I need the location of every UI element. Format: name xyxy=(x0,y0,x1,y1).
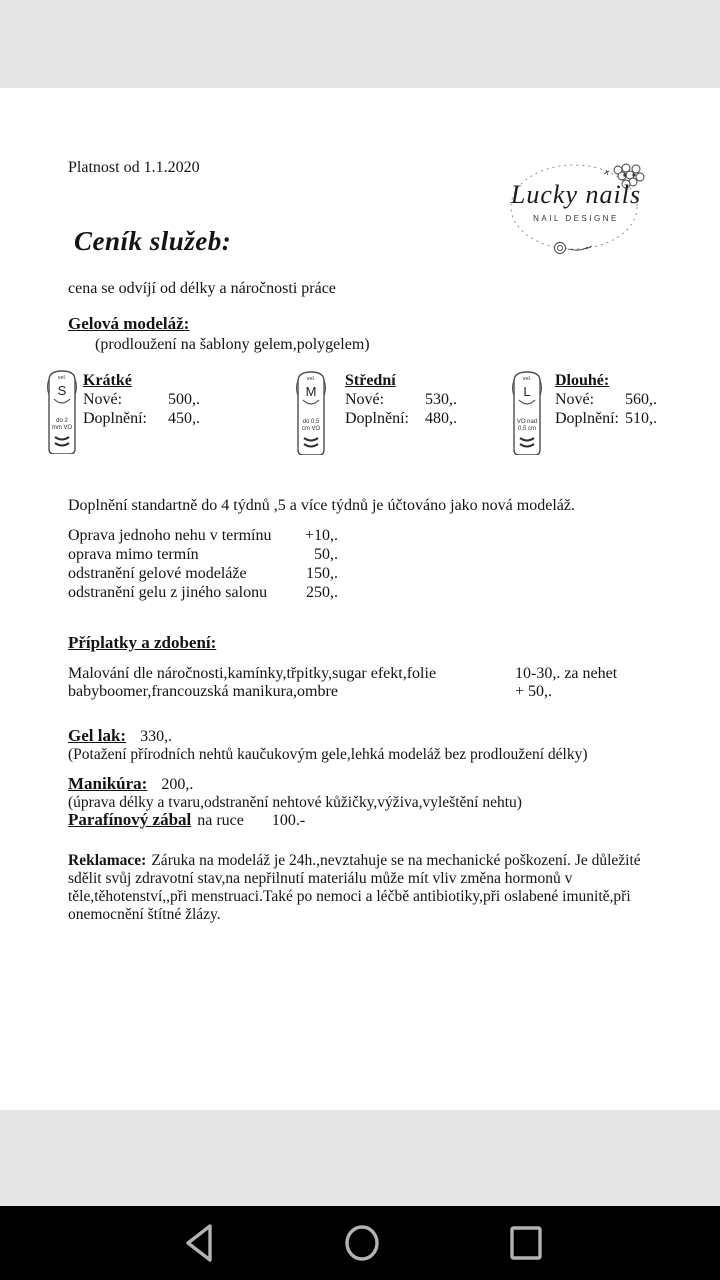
claims-label: Reklamace: xyxy=(68,852,147,869)
gel-polish-heading: Gel lak: xyxy=(68,726,127,745)
refill-price: 480,. xyxy=(425,410,457,427)
price-label: oprava mimo termín xyxy=(68,546,199,563)
letterbox-bottom xyxy=(0,1110,720,1206)
logo-name: Lucky nails xyxy=(510,180,642,209)
manicure-heading: Manikúra: xyxy=(68,774,148,793)
price-label: Oprava jednoho nehu v termínu xyxy=(68,527,272,544)
price-row xyxy=(68,545,338,564)
extras-label: babyboomer,francouzská manikura,ombre xyxy=(68,683,338,700)
svg-text:M: M xyxy=(305,384,317,399)
size-column-long xyxy=(555,372,657,428)
logo-sketch-art xyxy=(500,160,652,260)
android-nav-bar xyxy=(0,1206,720,1280)
svg-text:L: L xyxy=(523,384,531,399)
price-label: odstranění gelu z jiného salonu xyxy=(68,584,268,601)
refill-label: Doplnění: xyxy=(345,410,409,427)
refill-price: 510,. xyxy=(625,410,657,427)
nail-tip-m-icon xyxy=(294,369,328,455)
repairs-price-list xyxy=(68,526,338,602)
price-value: 250,. xyxy=(306,584,338,601)
size-column-short xyxy=(83,372,200,428)
manicure-line xyxy=(68,775,193,794)
manicure-note: (úprava délky a tvaru,odstranění nehtové kůžičky,výživa,vyleštění nehtu) xyxy=(68,794,522,811)
svg-text:VO nad: VO nad xyxy=(516,419,538,425)
refill-label: Doplnění: xyxy=(83,410,147,427)
back-icon xyxy=(183,1223,217,1263)
extras-heading: Příplatky a zdobení: xyxy=(68,633,217,652)
svg-text:do 2: do 2 xyxy=(56,418,68,424)
size-name: Střední xyxy=(345,372,396,389)
claims-paragraph xyxy=(68,852,652,924)
logo-caption: NAIL DESIGNE xyxy=(533,214,619,223)
salon-logo xyxy=(500,160,652,260)
size-name: Dlouhé: xyxy=(555,372,610,389)
nail-tip-l-icon xyxy=(510,369,544,455)
paraffin-suffix: na ruce xyxy=(197,812,244,829)
svg-text:vel.: vel. xyxy=(57,375,67,381)
new-price: 530,. xyxy=(425,391,457,408)
price-value: 50,. xyxy=(314,546,338,563)
gel-polish-note: (Potažení přírodních nehtů kaučukovým gele,lehká modeláž bez prodloužení délky) xyxy=(68,746,588,763)
page-subtitle: cena se odvíjí od délky a náročnosti práce xyxy=(68,280,336,297)
new-price: 560,. xyxy=(625,391,657,408)
gel-polish-line xyxy=(68,727,172,746)
price-row xyxy=(68,564,338,583)
paraffin-line xyxy=(68,811,305,830)
paraffin-heading: Parafínový zábal xyxy=(68,810,192,829)
document-page xyxy=(0,88,720,1110)
gel-section-heading: Gelová modeláž: xyxy=(68,314,190,333)
svg-text:vel.: vel. xyxy=(522,376,532,382)
price-row xyxy=(68,526,338,545)
home-button[interactable] xyxy=(322,1206,402,1280)
page-title: Ceník služeb: xyxy=(74,226,232,256)
new-label: Nové: xyxy=(555,391,595,408)
svg-text:vel.: vel. xyxy=(306,376,316,382)
new-label: Nové: xyxy=(345,391,385,408)
svg-text:0,5 cm: 0,5 cm xyxy=(517,426,537,432)
validity-date: Platnost od 1.1.2020 xyxy=(68,159,200,176)
paraffin-price: 100.- xyxy=(271,812,306,829)
rose-icon xyxy=(555,243,593,254)
new-label: Nové: xyxy=(83,391,123,408)
extras-price: 10-30,. za nehet xyxy=(515,665,618,682)
refill-note: Doplnění standartně do 4 týdnů ,5 a více týdnů je účtováno jako nová modeláž. xyxy=(68,497,575,514)
gel-polish-price: 330,. xyxy=(140,728,173,745)
size-column-medium xyxy=(345,372,457,428)
recents-button[interactable] xyxy=(486,1206,566,1280)
gel-section-note: (prodloužení na šablony gelem,polygelem) xyxy=(95,336,370,353)
size-name: Krátké xyxy=(83,372,132,389)
claims-text: Záruka na modeláž je 24h.,nevztahuje se na mechanické poškození. Je důležité sdělit svůj zdravotní stav,na nepřilnutí materiálu může mít vliv změna hormonů v těle,těhotenství,,při menstruaci.Také po nemoci a léčbě antibiotiky,při oslabené imunitě,při onemocnění štítné žlázy. xyxy=(68,852,641,923)
manicure-price: 200,. xyxy=(161,776,194,793)
extras-price: + 50,. xyxy=(515,683,553,700)
price-value: 150,. xyxy=(306,565,338,582)
price-label: odstranění gelové modeláže xyxy=(68,565,247,582)
nail-tip-s-icon xyxy=(45,368,79,454)
svg-text:do 0,5: do 0,5 xyxy=(302,419,320,425)
extras-row xyxy=(68,665,668,683)
extras-row xyxy=(68,683,668,701)
svg-text:mm VO: mm VO xyxy=(51,425,73,431)
refill-price: 450,. xyxy=(168,410,200,427)
svg-text:S: S xyxy=(57,383,67,398)
new-price: 500,. xyxy=(168,391,200,408)
home-icon xyxy=(343,1224,381,1262)
refill-label: Doplnění: xyxy=(555,410,619,427)
back-button[interactable] xyxy=(160,1206,240,1280)
recents-icon xyxy=(509,1225,543,1261)
svg-text:cm VO: cm VO xyxy=(301,426,321,432)
price-value: +10,. xyxy=(304,527,338,544)
price-row xyxy=(68,583,338,602)
extras-label: Malování dle náročnosti,kamínky,třpitky,sugar efekt,folie xyxy=(68,665,437,682)
letterbox-top xyxy=(0,0,720,88)
